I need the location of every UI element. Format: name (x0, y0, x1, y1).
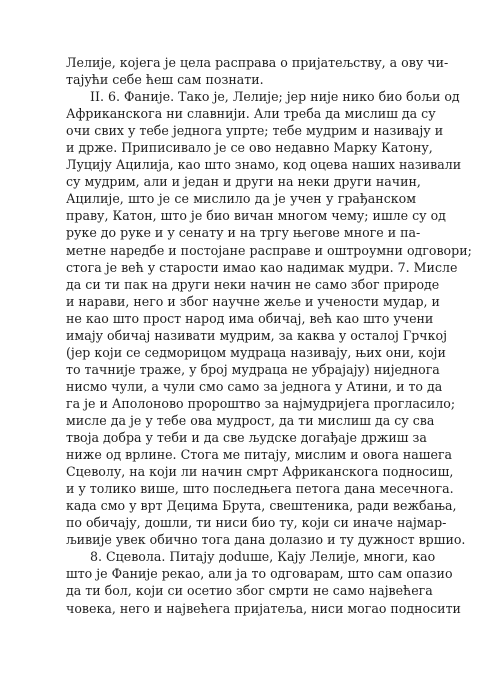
text-line: руке до руке и у сенату и на тргу његове многе и па- (66, 225, 421, 241)
text-line: имају обичај називати мудрим, за каква у осталој Грчкој (66, 327, 447, 343)
text-line: љивије увек обично тога дана долазио и ту дужност вршио. (66, 532, 466, 548)
text-line: Ацилије, што је се мислило да је учен у грађанском (66, 191, 416, 207)
text-line: очи свих у тебе једнога упрте; тебе мудрим и називају и (66, 123, 444, 139)
text-line: то тачније траже, у број мудраца не убрајају) ниједнога (66, 361, 440, 377)
page-text (66, 54, 472, 617)
text-line: Луцију Ацилија, као што знамо, код оцева наших називали (66, 157, 462, 173)
text-line: мисле да је у тебе ова мудрост, да ти мислиш да су сва (66, 412, 435, 428)
text-line: твоја добра у теби и да све људске догађаје држиш за (66, 430, 427, 446)
text-line: II. 6. Фаније. Тако је, Лелије; јер није нико био бољи од (90, 89, 460, 105)
text-line: тајући себе ћеш сам познати. (66, 72, 264, 88)
text-line: Лелије, којега је цела расправа о пријатељству, а ову чи- (66, 55, 449, 70)
text-line: не као што прост народ има обичај, већ као што учени (66, 310, 434, 326)
text-line: што је Фаније рекао, али ја то одговарам, што сам опазио (66, 566, 453, 582)
text-line: Сцеволу, на који ли начин смрт Африканскога подносиш, (66, 464, 454, 480)
text-line: су мудрим, али и један и други на неки други начин, (66, 174, 421, 190)
text-line: Африканскога ни славнији. Али треба да мислиш да су (66, 106, 436, 122)
text-line: и у толико више, што последњега петога дана месечнога. (66, 481, 454, 497)
text-line: да си ти пак на други неки начин не само због природе (66, 276, 440, 292)
text-line: и нарави, него и због научне жеље и учености мудар, и (66, 293, 440, 309)
text-line: човека, него и највећега пријатеља, ниси могао подносити (66, 600, 461, 616)
text-line: нисмо чули, а чули смо само за једнога у Атини, и то да (66, 378, 443, 394)
text-line: стога је већ у старости имао као надимак мудри. 7. Мисле (66, 259, 458, 275)
text-line: га је и Аполоново пророштво за најмудријега прогласило; (66, 395, 456, 411)
text-line: праву, Катон, што је био вичан многом чему; ишле су од (66, 208, 446, 224)
text-line: 8. Сцевола. Питају доduше, Кају Лелије, многи, као (90, 549, 436, 565)
text-line: и држе. Приписивало је се ово недавно Марку Катону, (66, 140, 433, 156)
text-line: по обичају, дошли, ти ниси био ту, који си иначе најмар- (66, 515, 447, 531)
text-line: (јер који се седморицом мудраца називају, њих они, који (66, 344, 446, 360)
text-line: када смо у врт Децима Брута, свештеника, ради вежбања, (66, 498, 457, 514)
text-line: да ти бол, који си осетио због смрти не само највећега (66, 583, 433, 599)
text-line: ниже од врлине. Стога ме питају, мислим и овога нашега (66, 447, 453, 463)
text-line: метне наредбе и постојане расправе и оштроумни одговори; (66, 242, 472, 258)
